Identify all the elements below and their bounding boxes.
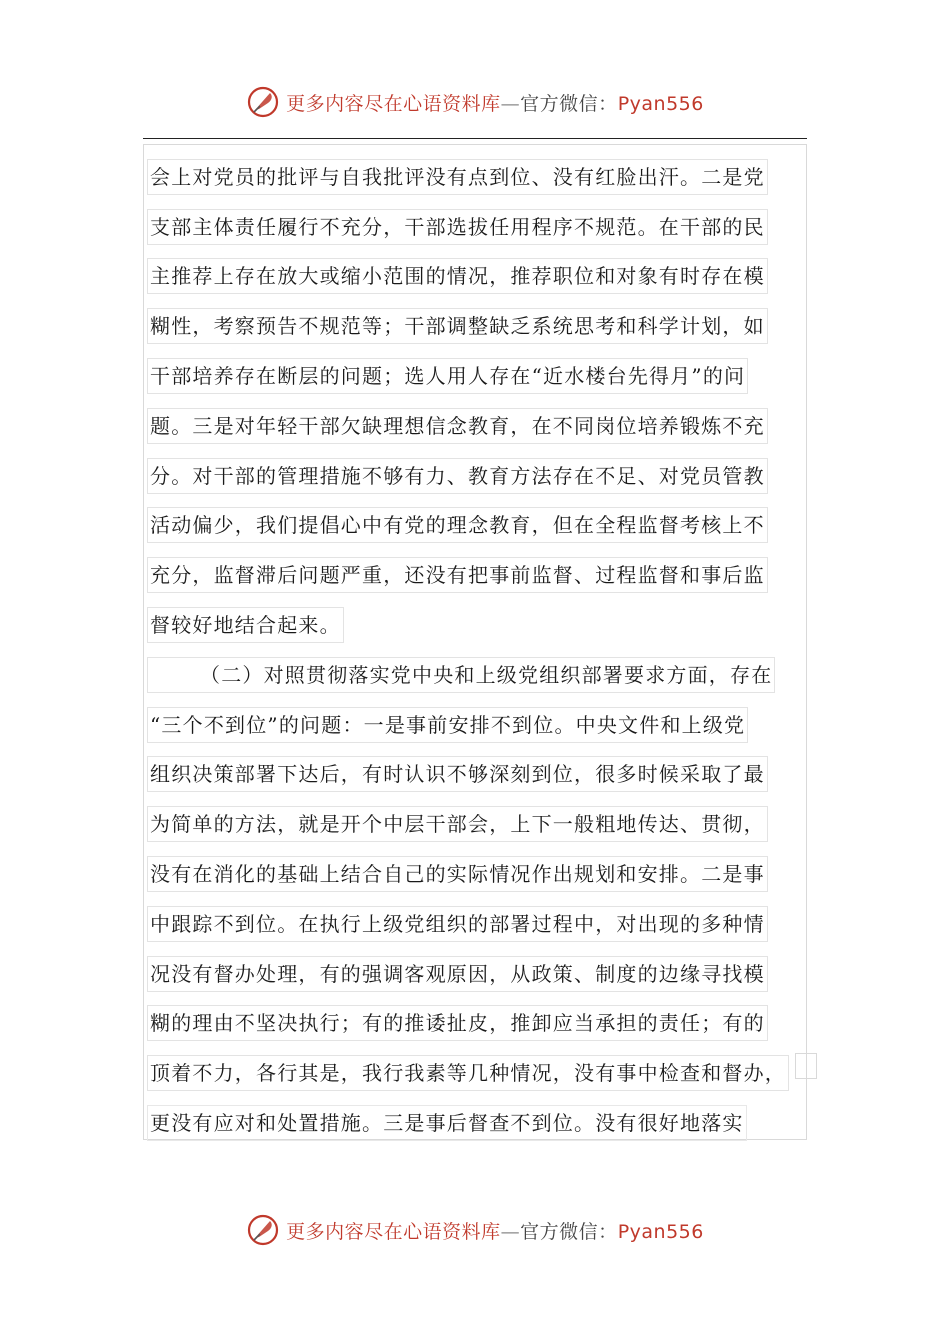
text-line: 支部主体责任履行不充分，干部选拔任用程序不规范。在干部的民	[147, 202, 795, 252]
footer-banner	[0, 1210, 950, 1250]
banner-text	[286, 1217, 704, 1244]
banner-label: 官方微信：	[520, 92, 618, 115]
banner-label: 官方微信：	[520, 1220, 618, 1243]
text-line: 为简单的方法，就是开个中层干部会，上下一般粗地传达、贯彻，	[147, 799, 795, 849]
text-line: 糊性，考察预告不规范等；干部调整缺乏系统思考和科学计划，如	[147, 301, 795, 351]
text-line: 顶着不力，各行其是，我行我素等几种情况，没有事中检查和督办，	[147, 1048, 795, 1098]
text-line: 题。三是对年轻干部欠缺理想信念教育，在不同岗位培养锻炼不充	[147, 401, 795, 451]
text-line: 活动偏少，我们提倡心中有党的理念教育，但在全程监督考核上不	[147, 501, 795, 551]
text-line: 主推荐上存在放大或缩小范围的情况，推荐职位和对象有时存在模	[147, 252, 795, 302]
text-line: 会上对党员的批评与自我批评没有点到位、没有红脸出汗。二是党	[147, 152, 795, 202]
text-line: （二）对照贯彻落实党中央和上级党组织部署要求方面，存在	[147, 650, 795, 700]
banner-title: 更多内容尽在心语资料库	[286, 92, 501, 115]
banner-wechat-id: Pyan556	[617, 92, 704, 115]
header-rule	[143, 138, 807, 139]
banner-wechat-id: Pyan556	[617, 1220, 704, 1243]
banner-dash: —	[500, 92, 521, 115]
header-banner	[0, 82, 950, 122]
feather-pen-logo-icon	[246, 1213, 280, 1247]
banner-text	[286, 89, 704, 116]
text-line: 更没有应对和处置措施。三是事后督查不到位。没有很好地落实	[147, 1098, 795, 1148]
text-line: 糊的理由不坚决执行；有的推诿扯皮，推卸应当承担的责任；有的	[147, 999, 795, 1049]
text-line: 督较好地结合起来。	[147, 600, 795, 650]
text-line: 充分，监督滞后问题严重，还没有把事前监督、过程监督和事后监	[147, 550, 795, 600]
text-line: 中跟踪不到位。在执行上级党组织的部署过程中，对出现的多种情	[147, 899, 795, 949]
text-line: “三个不到位”的问题：一是事前安排不到位。中央文件和上级党	[147, 700, 795, 750]
margin-box	[795, 1053, 817, 1079]
text-line: 没有在消化的基础上结合自己的实际情况作出规划和安排。二是事	[147, 849, 795, 899]
text-line: 况没有督办处理，有的强调客观原因，从政策、制度的边缘寻找模	[147, 949, 795, 999]
text-line: 干部培养存在断层的问题；选人用人存在“近水楼台先得月”的问	[147, 351, 795, 401]
text-line: 组织决策部署下达后，有时认识不够深刻到位，很多时候采取了最	[147, 750, 795, 800]
banner-dash: —	[500, 1220, 521, 1243]
text-line: 分。对干部的管理措施不够有力、教育方法存在不足、对党员管教	[147, 451, 795, 501]
feather-pen-logo-icon	[246, 85, 280, 119]
banner-title: 更多内容尽在心语资料库	[286, 1220, 501, 1243]
document-body	[147, 152, 795, 1148]
